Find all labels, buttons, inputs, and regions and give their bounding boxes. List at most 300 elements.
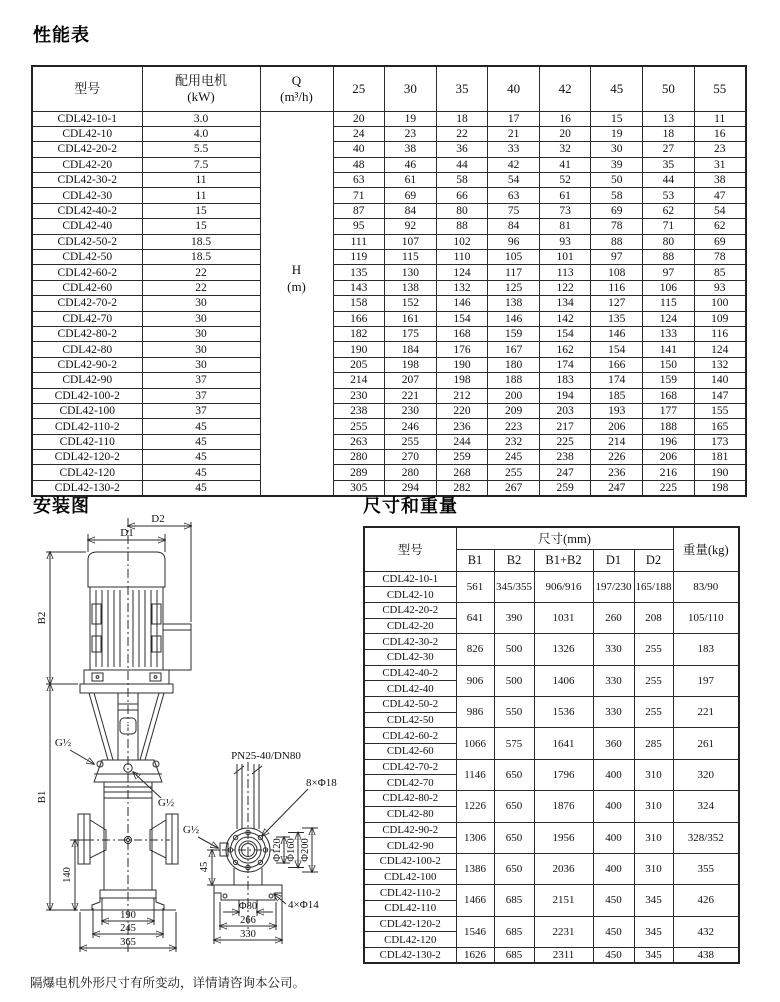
head-value-cell: 133 <box>643 326 695 341</box>
d2-cell: 310 <box>634 791 673 822</box>
kw-cell: 22 <box>142 280 260 295</box>
col-header-flow: 42 <box>539 66 591 111</box>
kw-cell: 30 <box>142 296 260 311</box>
header-line: (kW) <box>187 88 215 104</box>
head-value-cell: 246 <box>385 419 437 434</box>
d2-cell: 255 <box>634 634 673 665</box>
d2-cell: 285 <box>634 728 673 759</box>
head-value-cell: 32 <box>539 142 591 157</box>
head-value-cell: 247 <box>591 480 643 496</box>
head-value-cell: 69 <box>591 203 643 218</box>
b1b2-cell: 1796 <box>534 759 593 790</box>
dim-45: 45 <box>199 861 210 873</box>
header-line: (m³/h) <box>280 88 313 104</box>
bolt-callout-4: 4×Φ14 <box>288 899 319 911</box>
b2-cell: 650 <box>494 759 534 790</box>
model-cell: CDL42-10-1 <box>32 111 142 126</box>
b1b2-cell: 1406 <box>534 665 593 696</box>
head-value-cell: 182 <box>333 326 385 341</box>
d1-cell: 400 <box>593 853 634 884</box>
b1-cell: 561 <box>456 571 494 602</box>
head-value-cell: 35 <box>643 157 695 172</box>
head-value-cell: 132 <box>436 280 488 295</box>
head-value-cell: 255 <box>488 465 540 480</box>
col-header-flow: 25 <box>333 66 385 111</box>
head-value-cell: 42 <box>488 157 540 172</box>
head-value-cell: 198 <box>385 357 437 372</box>
performance-row <box>32 234 746 249</box>
col-header-weight: 重量(kg) <box>673 527 739 571</box>
b1b2-cell: 906/916 <box>534 571 593 602</box>
head-value-cell: 206 <box>643 450 695 465</box>
model-cell: CDL42-120-2 <box>32 450 142 465</box>
head-value-cell: 44 <box>643 173 695 188</box>
model-cell: CDL42-60 <box>364 744 456 760</box>
d1-cell: 330 <box>593 634 634 665</box>
weight-cell: 355 <box>673 853 739 884</box>
model-cell: CDL42-110 <box>364 900 456 916</box>
kw-cell: 11 <box>142 173 260 188</box>
head-value-cell: 226 <box>591 450 643 465</box>
head-value-cell: 63 <box>488 188 540 203</box>
col-header-size: 尺寸(mm) <box>456 527 673 549</box>
head-value-cell: 100 <box>694 296 746 311</box>
b2-cell: 575 <box>494 728 534 759</box>
model-cell: CDL42-90-2 <box>364 822 456 838</box>
head-value-cell: 124 <box>694 342 746 357</box>
dim-b1: B1 <box>36 790 48 804</box>
head-value-cell: 134 <box>539 296 591 311</box>
d2-cell: 255 <box>634 697 673 728</box>
dimensions-row <box>364 791 739 807</box>
model-cell: CDL42-30-2 <box>364 634 456 650</box>
dimensions-row <box>364 853 739 869</box>
d1-cell: 360 <box>593 728 634 759</box>
head-value-cell: 230 <box>385 403 437 418</box>
dimensions-row <box>364 822 739 838</box>
installation-title: 安装图 <box>33 496 90 516</box>
head-value-cell: 236 <box>591 465 643 480</box>
head-value-cell: 38 <box>385 142 437 157</box>
port-g12-label: G½ <box>182 824 200 836</box>
head-value-cell: 78 <box>694 250 746 265</box>
dim-phi160: Φ160 <box>286 838 297 862</box>
head-value-cell: 220 <box>436 403 488 418</box>
head-value-cell: 92 <box>385 219 437 234</box>
b1-cell: 906 <box>456 665 494 696</box>
head-value-cell: 174 <box>591 373 643 388</box>
head-value-cell: 102 <box>436 234 488 249</box>
head-value-cell: 130 <box>385 265 437 280</box>
head-value-cell: 154 <box>591 342 643 357</box>
weight-cell: 197 <box>673 665 739 696</box>
model-cell: CDL42-110 <box>32 434 142 449</box>
head-value-cell: 132 <box>694 357 746 372</box>
head-value-cell: 101 <box>539 250 591 265</box>
model-cell: CDL42-40 <box>364 681 456 697</box>
head-value-cell: 40 <box>333 142 385 157</box>
head-value-cell: 198 <box>436 373 488 388</box>
b1-cell: 1306 <box>456 822 494 853</box>
model-cell: CDL42-50-2 <box>364 697 456 713</box>
col-header-motor <box>142 66 260 111</box>
kw-cell: 15 <box>142 203 260 218</box>
performance-table <box>31 65 747 497</box>
head-value-cell: 20 <box>539 126 591 141</box>
model-cell: CDL42-80-2 <box>32 326 142 341</box>
head-value-cell: 11 <box>694 111 746 126</box>
head-value-cell: 53 <box>643 188 695 203</box>
brand-logo: P <box>124 722 132 733</box>
head-value-cell: 168 <box>643 388 695 403</box>
weight-cell: 432 <box>673 916 739 947</box>
head-value-cell: 193 <box>591 403 643 418</box>
kw-cell: 45 <box>142 434 260 449</box>
kw-cell: 11 <box>142 188 260 203</box>
model-cell: CDL42-40-2 <box>32 203 142 218</box>
head-value-cell: 58 <box>591 188 643 203</box>
b1b2-cell: 2311 <box>534 948 593 964</box>
head-value-cell: 88 <box>436 219 488 234</box>
model-cell: CDL42-120 <box>364 932 456 948</box>
b1b2-cell: 2151 <box>534 885 593 916</box>
head-value-cell: 47 <box>694 188 746 203</box>
b1b2-cell: 2231 <box>534 916 593 947</box>
head-value-cell: 225 <box>539 434 591 449</box>
head-value-cell: 216 <box>643 465 695 480</box>
flange-spec-label: PN25-40/DN80 <box>231 750 301 762</box>
col-header-b1b2: B1+B2 <box>534 549 593 571</box>
weight-cell: 261 <box>673 728 739 759</box>
head-value-cell: 84 <box>488 219 540 234</box>
head-value-cell: 124 <box>643 311 695 326</box>
head-value-cell: 18 <box>643 126 695 141</box>
b2-cell: 650 <box>494 791 534 822</box>
performance-header-row <box>32 66 746 111</box>
head-value-cell: 206 <box>591 419 643 434</box>
model-cell: CDL42-100-2 <box>364 853 456 869</box>
kw-cell: 18.5 <box>142 234 260 249</box>
head-value-cell: 166 <box>333 311 385 326</box>
dimensions-row <box>364 728 739 744</box>
head-value-cell: 238 <box>333 403 385 418</box>
dimensions-row <box>364 665 739 681</box>
kw-cell: 45 <box>142 465 260 480</box>
model-cell: CDL42-100-2 <box>32 388 142 403</box>
head-value-cell: 289 <box>333 465 385 480</box>
performance-row <box>32 203 746 218</box>
head-value-cell: 88 <box>643 250 695 265</box>
kw-cell: 37 <box>142 388 260 403</box>
col-header-flow: 40 <box>488 66 540 111</box>
head-value-cell: 180 <box>488 357 540 372</box>
head-value-cell: 23 <box>694 142 746 157</box>
head-value-cell: 268 <box>436 465 488 480</box>
head-value-cell: 267 <box>488 480 540 496</box>
col-header-b2: B2 <box>494 549 534 571</box>
d2-cell: 345 <box>634 916 673 947</box>
head-value-cell: 203 <box>539 403 591 418</box>
dimensions-row <box>364 697 739 713</box>
head-value-cell: 280 <box>333 450 385 465</box>
kw-cell: 18.5 <box>142 250 260 265</box>
dim-phi80: Φ80 <box>238 901 258 912</box>
head-value-cell: 177 <box>643 403 695 418</box>
head-value-cell: 97 <box>591 250 643 265</box>
performance-row <box>32 403 746 418</box>
head-value-cell: 146 <box>591 326 643 341</box>
dimensions-header-row-1 <box>364 527 739 549</box>
head-value-cell: 135 <box>333 265 385 280</box>
head-value-cell: 181 <box>694 450 746 465</box>
b1b2-cell: 1641 <box>534 728 593 759</box>
weight-cell: 328/352 <box>673 822 739 853</box>
head-value-cell: 31 <box>694 157 746 172</box>
model-cell: CDL42-80 <box>364 806 456 822</box>
head-value-cell: 93 <box>694 280 746 295</box>
head-value-cell: 110 <box>436 250 488 265</box>
performance-row <box>32 450 746 465</box>
head-value-cell: 175 <box>385 326 437 341</box>
d2-cell: 345 <box>634 948 673 964</box>
b1-cell: 1226 <box>456 791 494 822</box>
head-value-cell: 19 <box>591 126 643 141</box>
model-cell: CDL42-70-2 <box>364 759 456 775</box>
head-value-cell: 78 <box>591 219 643 234</box>
model-cell: CDL42-40-2 <box>364 665 456 681</box>
b1-cell: 1466 <box>456 885 494 916</box>
head-value-cell: 107 <box>385 234 437 249</box>
head-value-cell: 194 <box>539 388 591 403</box>
weight-cell: 83/90 <box>673 571 739 602</box>
model-cell: CDL42-70-2 <box>32 296 142 311</box>
performance-row <box>32 434 746 449</box>
head-value-cell: 165 <box>694 419 746 434</box>
head-value-cell: 155 <box>694 403 746 418</box>
model-cell: CDL42-60 <box>32 280 142 295</box>
head-value-cell: 17 <box>488 111 540 126</box>
performance-row <box>32 357 746 372</box>
head-value-cell: 84 <box>385 203 437 218</box>
port-g12-label: G½ <box>157 797 175 809</box>
head-value-cell: 255 <box>385 434 437 449</box>
dimensions-row <box>364 634 739 650</box>
model-cell: CDL42-120 <box>32 465 142 480</box>
model-cell: CDL42-90 <box>364 838 456 854</box>
model-cell: CDL42-20-2 <box>32 142 142 157</box>
model-cell: CDL42-20 <box>364 618 456 634</box>
head-value-cell: 166 <box>591 357 643 372</box>
head-value-cell: 87 <box>333 203 385 218</box>
head-value-cell: 73 <box>539 203 591 218</box>
head-value-cell: 46 <box>385 157 437 172</box>
kw-cell: 7.5 <box>142 157 260 172</box>
head-value-cell: 263 <box>333 434 385 449</box>
head-value-cell: 117 <box>488 265 540 280</box>
head-value-cell: 159 <box>488 326 540 341</box>
weight-cell: 320 <box>673 759 739 790</box>
head-value-cell: 184 <box>385 342 437 357</box>
head-value-cell: 124 <box>436 265 488 280</box>
head-value-cell: 39 <box>591 157 643 172</box>
head-value-cell: 48 <box>333 157 385 172</box>
model-cell: CDL42-70 <box>32 311 142 326</box>
head-value-cell: 71 <box>643 219 695 234</box>
head-value-cell: 27 <box>643 142 695 157</box>
head-value-cell: 58 <box>436 173 488 188</box>
weight-cell: 426 <box>673 885 739 916</box>
kw-cell: 45 <box>142 450 260 465</box>
port-g12-label: G½ <box>54 737 72 749</box>
head-value-cell: 205 <box>333 357 385 372</box>
kw-cell: 15 <box>142 219 260 234</box>
head-value-cell: 223 <box>488 419 540 434</box>
dim-b2: B2 <box>36 611 48 625</box>
d2-cell: 255 <box>634 665 673 696</box>
head-value-cell: 24 <box>333 126 385 141</box>
b1-cell: 1626 <box>456 948 494 964</box>
kw-cell: 37 <box>142 373 260 388</box>
weight-cell: 183 <box>673 634 739 665</box>
head-value-cell: 280 <box>385 465 437 480</box>
head-value-cell: 16 <box>539 111 591 126</box>
head-value-cell: 142 <box>539 311 591 326</box>
head-value-cell: 106 <box>643 280 695 295</box>
head-value-cell: 105 <box>488 250 540 265</box>
model-cell: CDL42-50 <box>364 712 456 728</box>
head-value-cell: 85 <box>694 265 746 280</box>
head-value-cell: 188 <box>488 373 540 388</box>
dim-365: 365 <box>120 937 136 948</box>
performance-row <box>32 419 746 434</box>
performance-row <box>32 296 746 311</box>
performance-row <box>32 342 746 357</box>
head-value-cell: 225 <box>643 480 695 496</box>
head-value-cell: 38 <box>694 173 746 188</box>
col-header-flow-q <box>260 66 333 111</box>
head-value-cell: 127 <box>591 296 643 311</box>
kw-cell: 22 <box>142 265 260 280</box>
head-value-cell: 116 <box>591 280 643 295</box>
head-value-cell: 50 <box>591 173 643 188</box>
dimensions-title: 尺寸和重量 <box>363 496 458 516</box>
head-value-cell: 221 <box>385 388 437 403</box>
head-value-cell: 152 <box>385 296 437 311</box>
head-unit-cell: H (m) <box>260 111 333 496</box>
kw-cell: 3.0 <box>142 111 260 126</box>
b2-cell: 685 <box>494 916 534 947</box>
kw-cell: 4.0 <box>142 126 260 141</box>
head-value-cell: 247 <box>539 465 591 480</box>
header-line: 配用电机 <box>174 72 227 88</box>
head-value-cell: 305 <box>333 480 385 496</box>
b1b2-cell: 1326 <box>534 634 593 665</box>
b1-cell: 1386 <box>456 853 494 884</box>
performance-row <box>32 280 746 295</box>
b1b2-cell: 1956 <box>534 822 593 853</box>
performance-row <box>32 388 746 403</box>
model-cell: CDL42-130-2 <box>32 480 142 496</box>
performance-row <box>32 126 746 141</box>
performance-row <box>32 142 746 157</box>
head-value-cell: 209 <box>488 403 540 418</box>
d2-cell: 310 <box>634 853 673 884</box>
d2-cell: 165/188 <box>634 571 673 602</box>
col-header-model: 型号 <box>32 66 142 111</box>
kw-cell: 45 <box>142 419 260 434</box>
model-cell: CDL42-30-2 <box>32 173 142 188</box>
b1-cell: 1066 <box>456 728 494 759</box>
installation-diagram <box>28 512 360 970</box>
head-value-cell: 54 <box>694 203 746 218</box>
d2-cell: 310 <box>634 759 673 790</box>
col-header-b1: B1 <box>456 549 494 571</box>
model-cell: CDL42-80-2 <box>364 791 456 807</box>
head-value-cell: 270 <box>385 450 437 465</box>
head-value-cell: 81 <box>539 219 591 234</box>
head-value-cell: 140 <box>694 373 746 388</box>
head-value-cell: 20 <box>333 111 385 126</box>
head-value-cell: 69 <box>385 188 437 203</box>
model-cell: CDL42-80 <box>32 342 142 357</box>
head-value-cell: 147 <box>694 388 746 403</box>
model-cell: CDL42-100 <box>32 403 142 418</box>
head-value-cell: 230 <box>333 388 385 403</box>
performance-row <box>32 465 746 480</box>
performance-row <box>32 250 746 265</box>
model-cell: CDL42-10-1 <box>364 571 456 587</box>
head-value-cell: 138 <box>385 280 437 295</box>
d1-cell: 330 <box>593 665 634 696</box>
head-value-cell: 196 <box>643 434 695 449</box>
model-cell: CDL42-50 <box>32 250 142 265</box>
weight-cell: 324 <box>673 791 739 822</box>
bolt-callout-8: 8×Φ18 <box>306 777 337 789</box>
kw-cell: 5.5 <box>142 142 260 157</box>
b2-cell: 500 <box>494 634 534 665</box>
b2-cell: 550 <box>494 697 534 728</box>
head-value-cell: 30 <box>591 142 643 157</box>
b1-cell: 826 <box>456 634 494 665</box>
head-value-cell: 212 <box>436 388 488 403</box>
dim-140: 140 <box>62 867 73 883</box>
model-cell: CDL42-20-2 <box>364 602 456 618</box>
model-cell: CDL42-130-2 <box>364 948 456 964</box>
performance-row <box>32 111 746 126</box>
head-value-cell: 16 <box>694 126 746 141</box>
head-value-cell: 13 <box>643 111 695 126</box>
head-value-cell: 207 <box>385 373 437 388</box>
head-value-cell: 238 <box>539 450 591 465</box>
head-value-cell: 61 <box>385 173 437 188</box>
head-value-cell: 146 <box>436 296 488 311</box>
head-value-cell: 174 <box>539 357 591 372</box>
model-cell: CDL42-90 <box>32 373 142 388</box>
performance-row <box>32 219 746 234</box>
dimensions-row <box>364 948 739 964</box>
dimensions-table <box>363 526 740 964</box>
head-value-cell: 217 <box>539 419 591 434</box>
weight-cell: 221 <box>673 697 739 728</box>
model-cell: CDL42-60-2 <box>364 728 456 744</box>
head-value-cell: 69 <box>694 234 746 249</box>
d2-cell: 310 <box>634 822 673 853</box>
performance-row <box>32 265 746 280</box>
model-cell: CDL42-110-2 <box>32 419 142 434</box>
head-value-cell: 19 <box>385 111 437 126</box>
head-value-cell: 61 <box>539 188 591 203</box>
dimensions-row <box>364 916 739 932</box>
